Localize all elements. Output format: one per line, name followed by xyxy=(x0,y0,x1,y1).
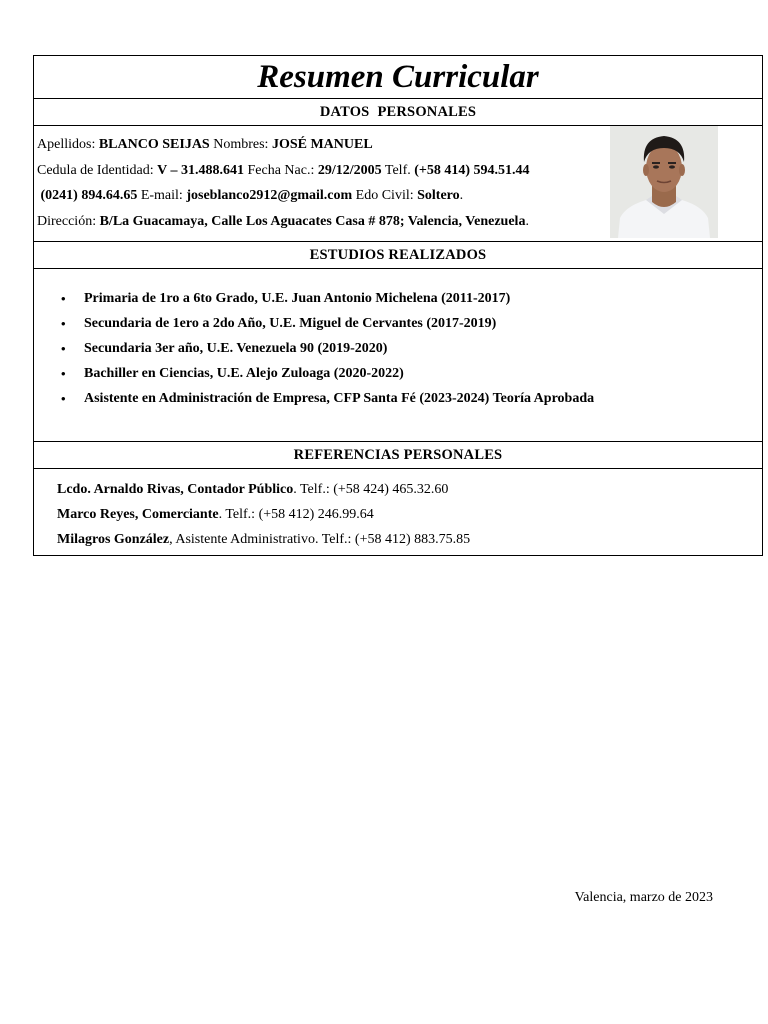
email-label: E-mail: xyxy=(140,188,183,203)
reference-details: . Telf.: (+58 412) 246.99.64 xyxy=(218,507,374,522)
reference-name: Marco Reyes, Comerciante xyxy=(57,507,219,522)
cedula-value: V – 31.488.641 xyxy=(157,162,244,178)
cv-table xyxy=(33,55,763,556)
list-item xyxy=(34,336,594,361)
bullet-icon: • xyxy=(61,291,66,306)
fecha-label: Fecha Nac.: xyxy=(247,162,315,178)
studies-section xyxy=(34,269,762,442)
references-section xyxy=(34,469,762,555)
personal-data-lines xyxy=(37,132,607,234)
bullet-icon: • xyxy=(61,341,66,356)
study-text: Bachiller en Ciencias, U.E. Alejo Zuloaga (2020-2022) xyxy=(84,366,404,381)
personal-line-address xyxy=(37,209,607,235)
personal-data-section xyxy=(34,126,762,242)
bullet-icon: • xyxy=(61,366,66,381)
references-list xyxy=(57,477,470,552)
reference-name: Milagros González xyxy=(57,532,170,547)
telf2-value: (0241) 894.64.65 xyxy=(40,188,138,203)
telf-value: (+58 414) 594.51.44 xyxy=(414,162,530,178)
profile-photo xyxy=(610,126,718,238)
study-text: Primaria de 1ro a 6to Grado, U.E. Juan Antonio Michelena (2011-2017) xyxy=(84,291,511,306)
personal-line-id xyxy=(37,158,607,184)
civil-value: Soltero xyxy=(417,188,460,203)
reference-item xyxy=(57,502,470,527)
telf-label: Telf. xyxy=(384,162,411,178)
reference-item xyxy=(57,527,470,552)
nombres-value: JOSÉ MANUEL xyxy=(271,137,373,152)
list-item xyxy=(34,311,594,336)
civil-period: . xyxy=(459,188,464,203)
reference-details: . Telf.: (+58 424) 465.32.60 xyxy=(293,482,449,497)
direccion-period: . xyxy=(525,213,529,229)
apellidos-label: Apellidos: xyxy=(37,137,96,152)
nombres-label: Nombres: xyxy=(213,137,269,152)
cedula-label: Cedula de Identidad: xyxy=(37,162,154,178)
list-item xyxy=(34,386,594,411)
reference-details: , Asistente Administrativo. Telf.: (+58 412) 883.75.85 xyxy=(169,532,471,547)
study-text: Secundaria de 1ero a 2do Año, U.E. Miguel de Cervantes (2017-2019) xyxy=(84,316,497,331)
bullet-icon: • xyxy=(61,391,66,406)
reference-name: Lcdo. Arnaldo Rivas, Contador Público xyxy=(57,482,294,497)
footer-date: Valencia, marzo de 2023 xyxy=(574,890,713,905)
list-item xyxy=(34,286,594,311)
reference-item xyxy=(57,477,470,502)
personal-header-word2: PERSONALES xyxy=(377,103,477,120)
personal-line-names xyxy=(37,132,607,158)
bullet-icon: • xyxy=(61,316,66,331)
direccion-label: Dirección: xyxy=(37,213,97,229)
apellidos-value: BLANCO SEIJAS xyxy=(98,137,210,152)
title-row xyxy=(34,56,762,99)
personal-data-header xyxy=(34,99,762,126)
civil-label: Edo Civil: xyxy=(355,188,414,203)
personal-header-word1: DATOS xyxy=(319,103,370,120)
direccion-value: B/La Guacamaya, Calle Los Aguacates Casa # 878; Valencia, Venezuela xyxy=(99,213,526,229)
profile-photo-illustration xyxy=(610,126,718,238)
fecha-value: 29/12/2005 xyxy=(317,162,382,178)
study-text: Asistente en Administración de Empresa, CFP Santa Fé (2023-2024) Teoría Aprobada xyxy=(84,391,595,406)
study-text: Secundaria 3er año, U.E. Venezuela 90 (2019-2020) xyxy=(84,341,388,356)
studies-header-text: ESTUDIOS REALIZADOS xyxy=(309,246,487,263)
studies-list xyxy=(34,286,594,411)
references-header xyxy=(34,442,762,469)
email-value: joseblanco2912@gmail.com xyxy=(186,188,353,203)
references-header-text: REFERENCIAS PERSONALES xyxy=(293,446,503,463)
page-title: Resumen Curricular xyxy=(257,58,539,95)
list-item xyxy=(34,361,594,386)
studies-header xyxy=(34,242,762,269)
personal-line-contact xyxy=(37,183,607,209)
